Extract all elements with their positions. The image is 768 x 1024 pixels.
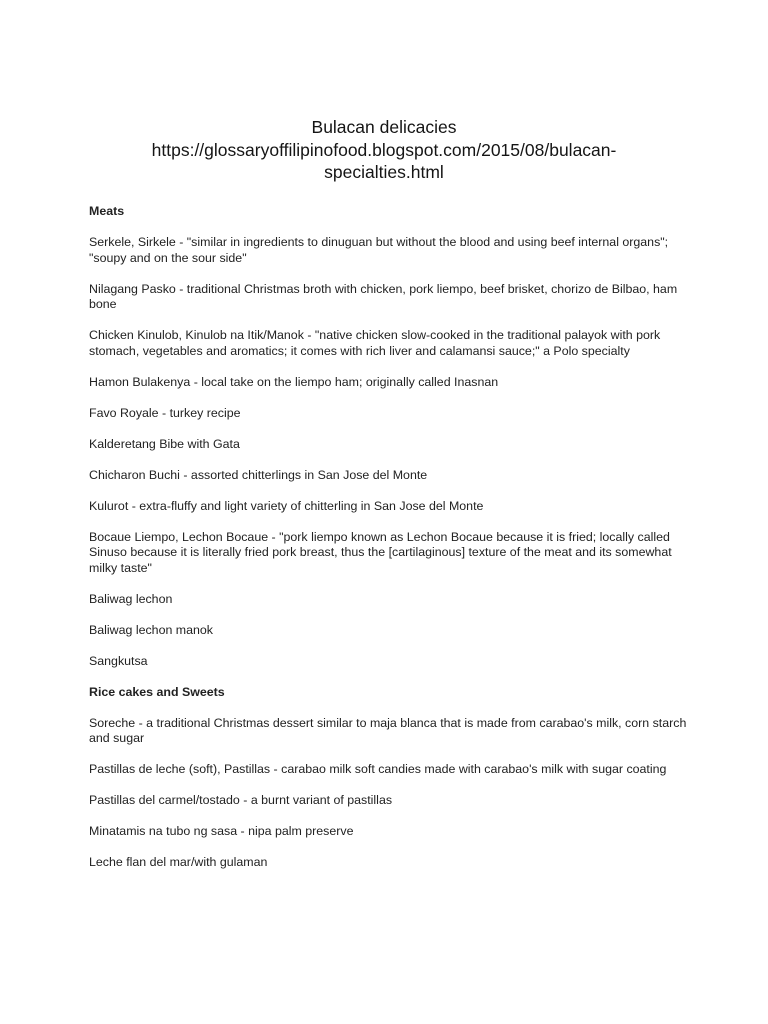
section-heading-meats: Meats [89,204,125,218]
list-item: Chicharon Buchi - assorted chitterlings in San Jose del Monte [89,467,428,482]
list-item: Nilagang Pasko - traditional Christmas broth with chicken, pork liempo, beef brisket, chorizo de Bilbao, ham bone [89,281,678,311]
list-item: Chicken Kinulob, Kinulob na Itik/Manok - "native chicken slow-cooked in the traditional palayok with pork stomach, vegetables and aromatics; it comes with rich liver and calamansi sauce;" a Polo specialty [89,328,661,358]
list-item: Favo Royale - turkey recipe [89,405,241,420]
list-item: Leche flan del mar/with gulaman [89,855,268,869]
list-item: Kalderetang Bibe with Gata [89,436,240,451]
document-title-block [80,116,688,184]
section-heading-rice-cakes-and-sweets: Rice cakes and Sweets [89,684,225,699]
list-item: Bocaue Liempo, Lechon Bocaue - "pork liempo known as Lechon Bocaue because it is fried; locally called Sinuso because it is literally fried pork breast, thus the [cartilaginous] texture of the meat and its somewhat milky taste" [89,529,672,575]
list-item: Kulurot - extra-fluffy and light variety of chitterling in San Jose del Monte [89,498,484,513]
list-item: Sangkutsa [89,653,148,668]
list-item: Baliwag lechon manok [89,622,213,637]
source-url-line-1: https://glossaryoffilipinofood.blogspot.com/2015/08/bulacan- [151,139,617,160]
source-url-line-2: specialties.html [324,162,444,182]
list-item: Baliwag lechon [89,591,173,606]
list-item: Minatamis na tubo ng sasa - nipa palm preserve [89,824,354,838]
list-item: Soreche - a traditional Christmas dessert similar to maja blanca that is made from carabao's milk, corn starch and sugar [89,715,687,745]
document-body [89,204,689,886]
list-item: Pastillas del carmel/tostado - a burnt variant of pastillas [89,793,393,807]
list-item: Hamon Bulakenya - local take on the liempo ham; originally called Inasnan [89,374,499,389]
document-title: Bulacan delicacies [311,117,457,137]
list-item: Serkele, Sirkele - "similar in ingredients to dinuguan but without the blood and using beef internal organs"; "soupy and on the sour side" [89,235,669,265]
list-item: Pastillas de leche (soft), Pastillas - carabao milk soft candies made with carabao's milk with sugar coating [89,762,667,776]
